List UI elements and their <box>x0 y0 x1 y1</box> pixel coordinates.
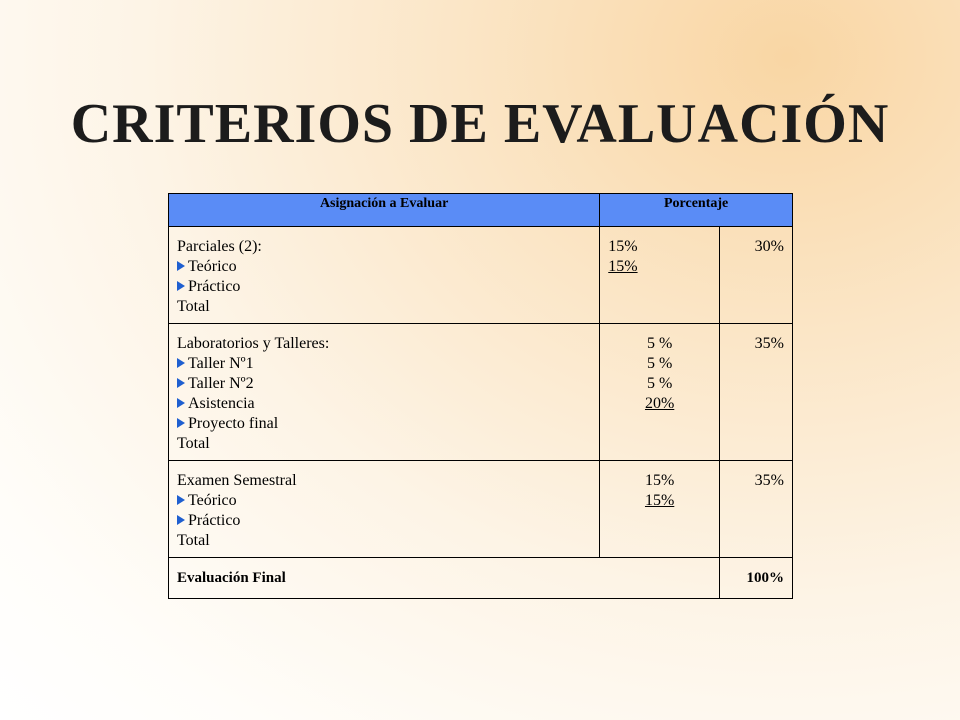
list-item <box>177 277 591 297</box>
arrow-bullet-icon <box>177 515 185 525</box>
final-label: Evaluación Final <box>169 558 720 599</box>
final-row <box>169 558 793 599</box>
row-total: 30% <box>720 227 793 324</box>
list-item <box>177 511 591 531</box>
row-label-cell <box>169 461 600 558</box>
item-label: Proyecto final <box>188 415 279 432</box>
evaluation-criteria-table <box>168 193 793 599</box>
item-label: Asistencia <box>188 395 255 412</box>
item-percentage: 20% <box>644 395 675 412</box>
item-label: Taller Nº2 <box>188 375 254 392</box>
row-label-cell <box>169 324 600 461</box>
total-label: Total <box>177 532 210 549</box>
arrow-bullet-icon <box>177 378 185 388</box>
row-heading: Examen Semestral <box>177 472 297 489</box>
list-item <box>177 257 591 277</box>
item-percentage: 15% <box>644 492 675 509</box>
row-heading: Parciales (2): <box>177 238 262 255</box>
item-percentages-cell <box>600 461 720 558</box>
item-label: Teórico <box>188 492 237 509</box>
item-percentage: 5 % <box>646 355 673 372</box>
row-total: 35% <box>720 324 793 461</box>
list-item <box>177 374 591 394</box>
table-header-row <box>169 194 793 227</box>
arrow-bullet-icon <box>177 495 185 505</box>
arrow-bullet-icon <box>177 281 185 291</box>
arrow-bullet-icon <box>177 418 185 428</box>
page-title: CRITERIOS DE EVALUACIÓN <box>70 93 890 155</box>
item-percentage: 5 % <box>646 375 673 392</box>
list-item <box>177 354 591 374</box>
row-label-cell <box>169 227 600 324</box>
header-assignment: Asignación a Evaluar <box>169 194 600 227</box>
row-total: 35% <box>720 461 793 558</box>
list-item <box>177 394 591 414</box>
list-item <box>177 414 591 434</box>
item-label: Práctico <box>188 278 241 295</box>
item-percentages-cell <box>600 324 720 461</box>
item-label: Taller Nº1 <box>188 355 254 372</box>
total-label: Total <box>177 298 210 315</box>
total-label: Total <box>177 435 210 452</box>
arrow-bullet-icon <box>177 261 185 271</box>
arrow-bullet-icon <box>177 358 185 368</box>
table-row <box>169 461 793 558</box>
item-label: Teórico <box>188 258 237 275</box>
table-row <box>169 324 793 461</box>
row-heading: Laboratorios y Talleres: <box>177 335 330 352</box>
header-percentage: Porcentaje <box>600 194 793 227</box>
item-label: Práctico <box>188 512 241 529</box>
item-percentage: 15% <box>608 258 638 275</box>
table-row <box>169 227 793 324</box>
item-percentage: 15% <box>644 472 675 489</box>
arrow-bullet-icon <box>177 398 185 408</box>
final-total: 100% <box>720 558 793 599</box>
item-percentage: 5 % <box>646 335 673 352</box>
item-percentage: 15% <box>608 238 638 255</box>
item-percentages-cell <box>600 227 720 324</box>
list-item <box>177 491 591 511</box>
